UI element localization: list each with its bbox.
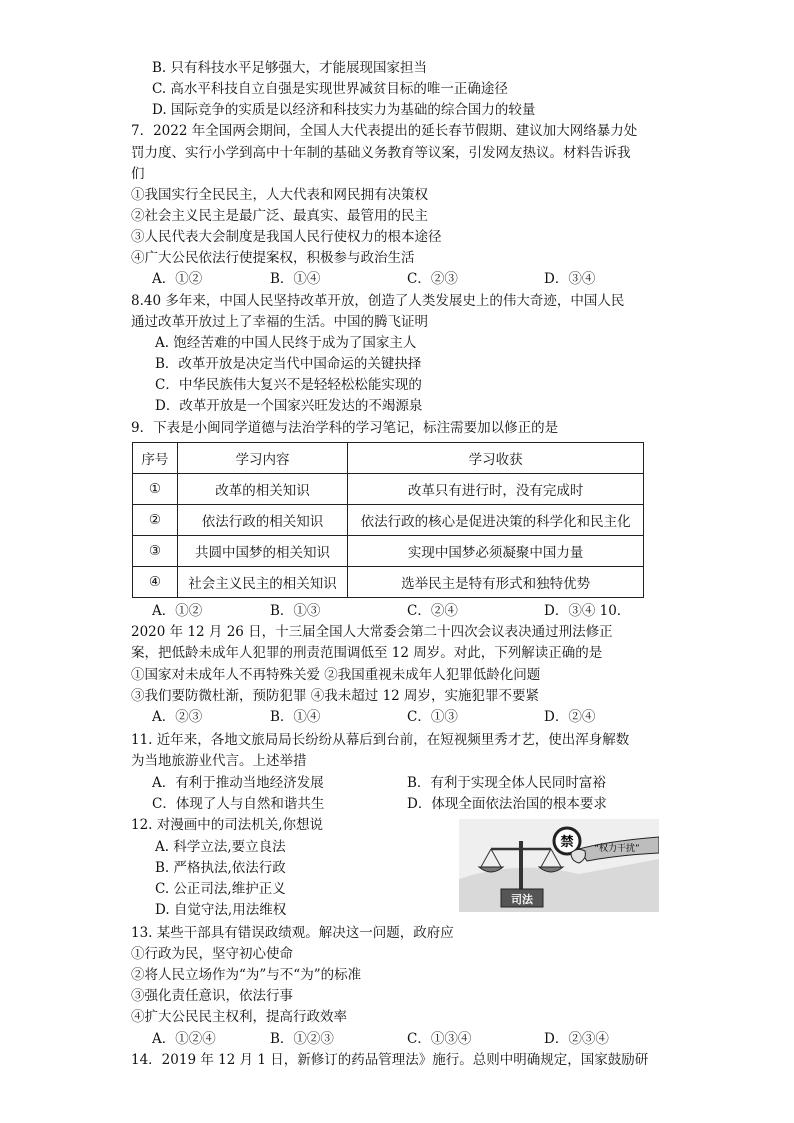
q13-choice-a[interactable]: A．①②④ xyxy=(152,1031,216,1047)
q11-stem-line2: 为当地旅游业代言。上述举措 xyxy=(131,753,307,769)
table-header-row xyxy=(133,443,644,474)
q11-choice-c[interactable]: C．体现了人与自然和谐共生 xyxy=(152,796,325,812)
q7-choice-d[interactable]: D．③④ xyxy=(544,271,596,287)
q10-choice-c[interactable]: C．①③ xyxy=(407,709,458,725)
table-header-cell: 学习收获 xyxy=(348,443,644,474)
q13-statement-1: ①行政为民，坚守初心使命 xyxy=(131,946,293,962)
table-cell: 社会主义民主的相关知识 xyxy=(177,567,347,598)
q7-statement-3: ③人民代表大会制度是我国人民行使权力的根本途径 xyxy=(131,229,442,245)
q9-choice-a[interactable]: A．①② xyxy=(152,603,203,619)
q13-statement-4: ④扩大公民民主权利，提高行政效率 xyxy=(131,1009,347,1025)
q7-choice-b[interactable]: B．①④ xyxy=(270,271,321,287)
q10-choice-a[interactable]: A．②③ xyxy=(152,709,203,725)
q9-stem: 9．下表是小闽同学道德与法治学科的学习笔记，标注需要加以修正的是 xyxy=(131,420,559,436)
q10-stem-line2: 案，把低龄未成年人犯罪的刑责范围调低至 12 周岁。对此，下列解读正确的是 xyxy=(131,645,603,661)
q11-choice-a[interactable]: A．有利于推动当地经济发展 xyxy=(152,775,324,791)
judiciary-cartoon xyxy=(459,819,659,912)
q9-choice-c[interactable]: C．②④ xyxy=(407,603,458,619)
table-cell: 改革的相关知识 xyxy=(177,474,347,505)
q8-option-d[interactable]: D．改革开放是一个国家兴旺发达的不竭源泉 xyxy=(155,398,423,414)
table-cell: 依法行政的核心是促进决策的科学化和民主化 xyxy=(348,505,644,536)
table-cell: 实现中国梦必须凝聚中国力量 xyxy=(348,536,644,567)
table-cell: ④ xyxy=(133,567,178,598)
q12-option-a[interactable]: A. 科学立法,要立良法 xyxy=(155,839,286,855)
table-row xyxy=(133,505,644,536)
q12-option-d[interactable]: D. 自觉守法,用法维权 xyxy=(155,902,287,918)
table-header-cell: 序号 xyxy=(133,443,178,474)
cartoon-tag-text: “权力干扰” xyxy=(594,844,640,854)
q8-option-c[interactable]: C．中华民族伟大复兴不是轻轻松松能实现的 xyxy=(155,377,422,393)
q11-choice-d[interactable]: D．体现全面依法治国的根本要求 xyxy=(407,796,607,812)
q10-stem-line1: 2020 年 12 月 26 日，十三届全国人大常委会第二十四次会议表决通过刑法修正 xyxy=(131,624,613,640)
table-cell: 选举民主是特有形式和独特优势 xyxy=(348,567,644,598)
q13-stem: 13. 某些干部具有错误政绩观。解决这一问题，政府应 xyxy=(131,925,454,941)
study-notes-table xyxy=(132,442,644,598)
q7-statement-2: ②社会主义民主是最广泛、最真实、最管用的民主 xyxy=(131,208,428,224)
q7-choice-c[interactable]: C．②③ xyxy=(407,271,458,287)
q8-option-b[interactable]: B．改革开放是决定当代中国命运的关键抉择 xyxy=(155,356,422,372)
q12-option-c[interactable]: C. 公正司法,维护正义 xyxy=(155,881,286,897)
q13-statement-3: ③强化责任意识，依法行事 xyxy=(131,988,293,1004)
q8-stem-line1: 8.40 多年来，中国人民坚持改革开放，创造了人类发展史上的伟大奇迹，中国人民 xyxy=(131,293,625,309)
q9-choice-d[interactable]: D．③④ 10． xyxy=(544,603,631,619)
cartoon-stamp-text: 禁 xyxy=(560,835,574,850)
table-row xyxy=(133,474,644,505)
q7-statement-1: ①我国实行全民民主，人大代表和网民拥有决策权 xyxy=(131,187,428,203)
table-row xyxy=(133,536,644,567)
q8-option-a[interactable]: A. 饱经苦难的中国人民终于成为了国家主人 xyxy=(155,335,417,351)
table-cell: ② xyxy=(133,505,178,536)
q13-choices xyxy=(152,1029,632,1049)
table-cell: 共圆中国梦的相关知识 xyxy=(177,536,347,567)
q7-choices xyxy=(152,269,632,289)
q10-choices xyxy=(152,707,632,727)
q11-choices-row2 xyxy=(152,794,632,814)
table-row xyxy=(133,567,644,598)
cartoon-illustration xyxy=(459,819,659,912)
q11-stem-line1: 11. 近年来，各地文旅局局长纷纷从幕后到台前，在短视频里秀才艺，使出浑身解数 xyxy=(131,732,630,748)
q9-choices xyxy=(152,601,632,621)
q10-choice-d[interactable]: D．②④ xyxy=(544,709,596,725)
q9-choice-b[interactable]: B．①③ xyxy=(270,603,321,619)
q7-stem-line2: 罚力度、实行小学到高中十年制的基础义务教育等议案，引发网友热议。材料告诉我 xyxy=(131,145,631,161)
q10-choice-b[interactable]: B．①④ xyxy=(270,709,321,725)
table-header-cell: 学习内容 xyxy=(177,443,347,474)
q7-choice-a[interactable]: A．①② xyxy=(152,271,203,287)
q10-statements-2: ③我们要防微杜渐，预防犯罪 ④我未超过 12 周岁，实施犯罪不要紧 xyxy=(131,688,540,704)
table-cell: ① xyxy=(133,474,178,505)
table-cell: 改革只有进行时，没有完成时 xyxy=(348,474,644,505)
q6-option-d: D. 国际竞争的实质是以经济和科技实力为基础的综合国力的较量 xyxy=(152,102,536,118)
q11-choices-row1 xyxy=(152,773,632,793)
q13-statement-2: ②将人民立场作为“为”与不“为”的标准 xyxy=(131,967,362,983)
q8-stem-line2: 通过改革开放过上了幸福的生活。中国的腾飞证明 xyxy=(131,314,428,330)
q13-choice-c[interactable]: C．①③④ xyxy=(407,1031,472,1047)
cartoon-base-label: 司法 xyxy=(511,893,533,906)
q7-stem-line3: 们 xyxy=(131,166,145,182)
q10-statements-1: ①国家对未成年人不再特殊关爱 ②我国重视未成年人犯罪低龄化问题 xyxy=(131,667,541,683)
q6-option-c: C. 高水平科技自立自强是实现世界减贫目标的唯一正确途径 xyxy=(152,81,508,97)
q6-option-b: B. 只有科技水平足够强大，才能展现国家担当 xyxy=(152,60,428,76)
q11-choice-b[interactable]: B．有利于实现全体人民同时富裕 xyxy=(407,775,606,791)
q12-option-b[interactable]: B. 严格执法,依法行政 xyxy=(155,860,286,876)
q7-statement-4: ④广大公民依法行使提案权，积极参与政治生活 xyxy=(131,250,415,266)
q13-choice-d[interactable]: D．②③④ xyxy=(544,1031,609,1047)
table-cell: 依法行政的相关知识 xyxy=(177,505,347,536)
table-cell: ③ xyxy=(133,536,178,567)
q7-stem-line1: 7．2022 年全国两会期间，全国人大代表提出的延长春节假期、建议加大网络暴力处 xyxy=(131,123,638,139)
q14-stem-line1: 14．2019 年 12 月 1 日，新修订的药品管理法》施行。总则中明确规定，国家鼓励研 xyxy=(131,1052,649,1068)
q13-choice-b[interactable]: B．①②③ xyxy=(270,1031,334,1047)
q12-stem: 12. 对漫画中的司法机关,你想说 xyxy=(131,817,324,833)
